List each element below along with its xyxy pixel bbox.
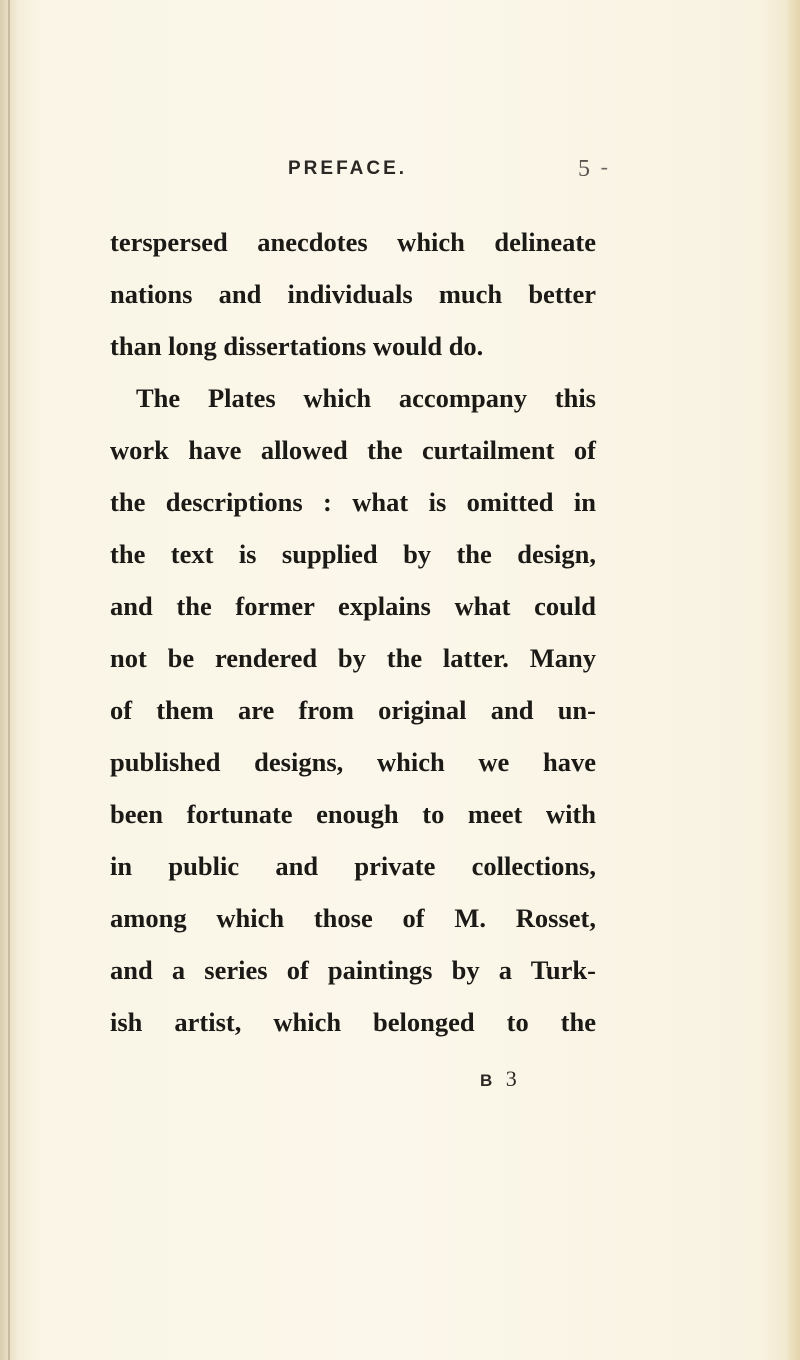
- text-line: The Plates which accompany this: [136, 383, 596, 413]
- text-line: of them are from original and un-: [110, 695, 596, 725]
- margin-mark: -: [600, 154, 608, 179]
- text-line: ish artist, which belonged to the: [110, 1007, 596, 1037]
- text-line: nations and individuals much better: [110, 279, 596, 309]
- signature-letter: B: [480, 1071, 497, 1090]
- text-line: and a series of paintings by a Turk-: [110, 955, 596, 985]
- text-line: published designs, which we have: [110, 747, 596, 777]
- page-edge: [786, 0, 800, 1360]
- text-line: work have allowed the curtailment of: [110, 435, 596, 465]
- text-line: the text is supplied by the design,: [110, 539, 596, 569]
- text-line: been fortunate enough to meet with: [110, 799, 596, 829]
- text-line: not be rendered by the latter. Many: [110, 643, 596, 673]
- text-line: terspersed anecdotes which delineate: [110, 227, 596, 257]
- running-head: PREFACE.: [288, 158, 408, 179]
- page-header: [110, 154, 608, 198]
- signature-number: 3: [505, 1066, 521, 1091]
- text-line: and the former explains what could: [110, 591, 596, 621]
- page-number: 5: [578, 156, 590, 182]
- text-line: than long dissertations would do.: [110, 331, 484, 361]
- text-line: in public and private collections,: [110, 851, 596, 881]
- signature-mark: [480, 1066, 521, 1092]
- binding-edge: [8, 0, 10, 1360]
- body-text: [110, 222, 596, 1054]
- text-line: the descriptions : what is omitted in: [110, 487, 596, 517]
- text-line: among which those of M. Rosset,: [110, 903, 596, 933]
